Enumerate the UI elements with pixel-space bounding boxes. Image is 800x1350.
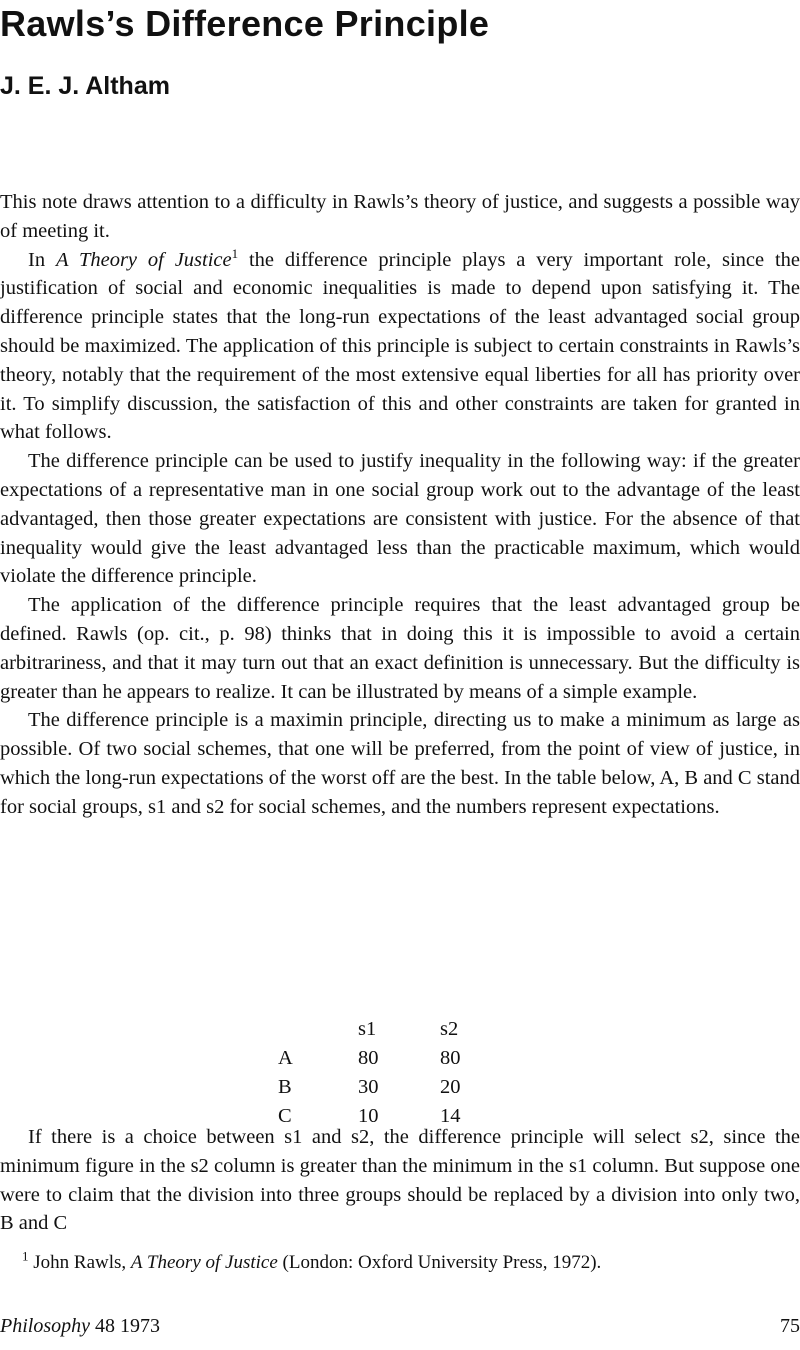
page-footer (0, 1312, 800, 1340)
article-title: Rawls’s Difference Principle (0, 3, 490, 44)
article-author: J. E. J. Altham (0, 72, 170, 100)
journal-name: Philosophy (0, 1315, 90, 1337)
journal-volume-year: 48 1973 (90, 1315, 160, 1337)
table-header-cell (250, 1015, 358, 1044)
table-row (250, 1044, 550, 1073)
table-header-cell: s2 (440, 1018, 459, 1040)
page-number: 75 (780, 1315, 800, 1337)
footnote-ref[interactable]: 1 (231, 245, 239, 261)
table-cell: 80 (440, 1047, 461, 1069)
paragraph-3: The difference principle can be used to justify inequality in the following way: if the greater expectations of a representative man in one social group work out to the advantage of the least advantaged, then those greater expectations are consistent with justice. For the absence of that inequality would give the least advantaged less than the practicable maximum, which would violate the difference principle. (0, 450, 800, 588)
footnote-lead: John Rawls, (28, 1252, 131, 1273)
table-group-cell: C (278, 1105, 292, 1127)
table-cell: 20 (440, 1076, 461, 1098)
journal-citation (0, 1312, 160, 1340)
footnote (0, 1250, 800, 1276)
table-row (250, 1073, 550, 1102)
footnote-rest: (London: Oxford University Press, 1972). (277, 1252, 602, 1273)
footnote-book-title: A Theory of Justice (130, 1252, 278, 1273)
article-body-continued (0, 1123, 800, 1238)
article-body (0, 188, 800, 822)
table-header-cell: s1 (358, 1018, 377, 1040)
book-title: A Theory of Justice (55, 248, 232, 271)
table-header-row (250, 1015, 550, 1044)
paragraph-5: The difference principle is a maximin principle, directing us to make a minimum as large as possible. Of two social schemes, that one will be preferred, from the point of view of justice, in which the long-run expectations of the worst off are the best. In the table below, A, B and C stand for social groups, s1 and s2 for social schemes, and the numbers represent expectations. (0, 709, 800, 818)
paragraph-2-lead: In (28, 248, 56, 271)
paragraph-2 (0, 246, 800, 448)
paragraph-4: The application of the difference principle requires that the least advantaged group be defined. Rawls (op. cit., p. 98) thinks that in doing this it is impossible to avoid a certain arbitrariness, and that it may turn out that an exact definition is unnecessary. But the difficulty is greater than he appears to realize. It can be illustrated by means of a simple example. (0, 594, 800, 703)
footnote-marker: 1 (22, 1248, 29, 1264)
paragraph-6: If there is a choice between s1 and s2, the difference principle will select s2, since the minimum figure in the s2 column is greater than the minimum in the s1 column. But suppose one were to claim that the division into three groups should be replaced by a division into only two, B and C (0, 1126, 800, 1235)
table-cell: 10 (358, 1105, 379, 1127)
paragraph-1: This note draws attention to a difficulty in Rawls’s theory of justice, and suggests a possible way of meeting it. (0, 191, 800, 242)
table-group-cell: A (278, 1047, 293, 1069)
table-cell: 80 (358, 1047, 379, 1069)
expectations-table (250, 1015, 550, 1131)
table-cell: 30 (358, 1076, 379, 1098)
paragraph-2-rest: the difference principle plays a very important role, since the justification of social and economic inequalities is made to depend upon satisfying it. The difference principle states that the long-run expectations of the least advantaged social group should be maximized. The application of this principle is subject to certain constraints in Rawls’s theory, notably that the requirement of the most extensive equal liberties for all has priority over it. To simplify discussion, the satisfaction of this and other constraints are taken for granted in what follows. (0, 248, 800, 444)
table-cell: 14 (440, 1105, 461, 1127)
table-group-cell: B (278, 1076, 292, 1098)
